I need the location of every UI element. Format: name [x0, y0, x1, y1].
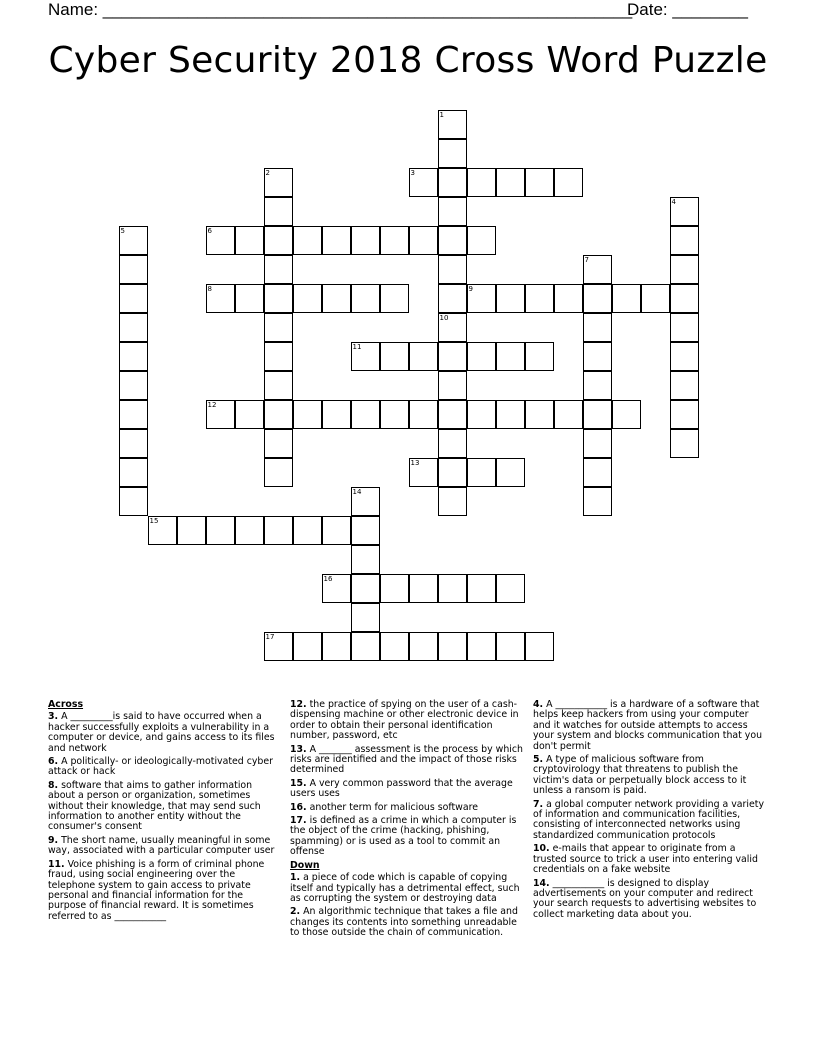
clue-number: 2	[265, 168, 270, 177]
grid-cell[interactable]	[670, 371, 699, 400]
grid-cell[interactable]	[525, 168, 554, 197]
clue-number: 5	[120, 226, 125, 235]
grid-cell[interactable]	[438, 139, 467, 168]
grid-cell[interactable]	[583, 458, 612, 487]
clue-across-8: 8. software that aims to gather information about a person or organization, sometimes without their knowledge, that may send such information to another entity without the consumer's consent	[48, 779, 261, 833]
clue-across-9: 9. The short name, usually meaningful in some way, associated with a particular computer user	[48, 834, 275, 857]
grid-cell[interactable]	[467, 574, 496, 603]
grid-cell[interactable]	[670, 342, 699, 371]
grid-cell[interactable]	[438, 110, 467, 139]
page-title: Cyber Security 2018 Cross Word Puzzle	[48, 40, 768, 81]
clue-number: 15	[149, 516, 159, 525]
grid-cell[interactable]	[351, 226, 380, 255]
grid-cell[interactable]	[467, 632, 496, 661]
grid-cell[interactable]	[235, 226, 264, 255]
grid-cell[interactable]	[554, 284, 583, 313]
clue-number: 8	[207, 284, 212, 293]
grid-cell[interactable]	[438, 197, 467, 226]
grid-cell[interactable]	[496, 574, 525, 603]
grid-cell[interactable]	[438, 342, 467, 371]
grid-cell[interactable]	[264, 342, 293, 371]
grid-cell[interactable]	[293, 400, 322, 429]
grid-cell[interactable]	[293, 226, 322, 255]
grid-cell[interactable]	[119, 371, 148, 400]
clue-number: 4	[671, 197, 676, 206]
across-heading: Across	[48, 699, 84, 710]
grid-cell[interactable]	[351, 632, 380, 661]
grid-cell[interactable]	[119, 255, 148, 284]
clue-down-5: 5. A type of malicious software from cryptovirology that threatens to publish the victim's data or perpetually block access to it unless a ransom is paid.	[533, 754, 747, 797]
clue-across-11: 11. Voice phishing is a form of criminal phone fraud, using social engineering over the telephone system to gain access to private personal and financial information for the purpose of financial reward. It is sometimes referred to as ___________	[48, 858, 265, 922]
grid-cell[interactable]	[206, 400, 235, 429]
clue-down-1: 1. a piece of code which is capable of copying itself and typically has a detrimental effect, such as corrupting the system or destroying data	[290, 872, 520, 904]
grid-cell[interactable]	[641, 284, 670, 313]
grid-cell[interactable]	[409, 342, 438, 371]
clue-down-7: 7. a global computer network providing a variety of information and communication facilities, consisting of interconnected networks using standardized communication protocols	[533, 798, 765, 841]
grid-cell[interactable]	[293, 632, 322, 661]
grid-cell[interactable]	[670, 313, 699, 342]
grid-cell[interactable]	[670, 226, 699, 255]
grid-cell[interactable]	[119, 429, 148, 458]
clues-column-3	[533, 700, 769, 923]
clue-down-10: 10. e-mails that appear to originate from a trusted source to trick a user into entering valid credentials on a fake website	[533, 843, 758, 876]
grid-cell[interactable]	[322, 516, 351, 545]
grid-cell[interactable]	[670, 255, 699, 284]
name-field[interactable]: Name: ________________________________________________________	[48, 0, 633, 19]
grid-cell[interactable]	[496, 168, 525, 197]
clue-number: 14	[352, 487, 362, 496]
grid-cell[interactable]	[496, 342, 525, 371]
grid-cell[interactable]	[380, 400, 409, 429]
grid-cell[interactable]	[264, 255, 293, 284]
grid-cell[interactable]	[438, 255, 467, 284]
grid-cell[interactable]	[264, 632, 293, 661]
clue-across-16: 16. another term for malicious software	[290, 801, 478, 813]
grid-cell[interactable]	[235, 400, 264, 429]
grid-cell[interactable]	[496, 458, 525, 487]
grid-cell[interactable]	[612, 284, 641, 313]
grid-cell[interactable]	[583, 313, 612, 342]
clue-number: 6	[207, 226, 212, 235]
grid-cell[interactable]	[438, 458, 467, 487]
grid-cell[interactable]	[177, 516, 206, 545]
grid-cell[interactable]	[119, 400, 148, 429]
grid-cell[interactable]	[119, 226, 148, 255]
grid-cell[interactable]	[119, 284, 148, 313]
grid-cell[interactable]	[583, 429, 612, 458]
grid-cell[interactable]	[467, 458, 496, 487]
grid-cell[interactable]	[525, 284, 554, 313]
grid-cell[interactable]	[496, 284, 525, 313]
grid-cell[interactable]	[235, 284, 264, 313]
grid-cell[interactable]	[409, 632, 438, 661]
grid-cell[interactable]	[264, 284, 293, 313]
grid-cell[interactable]	[583, 255, 612, 284]
grid-cell[interactable]	[264, 313, 293, 342]
clue-across-15: 15. A very common password that the average users uses	[290, 777, 513, 800]
grid-cell[interactable]	[438, 574, 467, 603]
grid-cell[interactable]	[438, 632, 467, 661]
clue-down-14: 14. ___________ is designed to display advertisements on your computer and redirect your search requests to advertising websites to collect marketing data about you.	[533, 877, 757, 920]
down-heading: Down	[290, 859, 320, 871]
grid-cell[interactable]	[583, 400, 612, 429]
grid-cell[interactable]	[351, 574, 380, 603]
grid-cell[interactable]	[264, 197, 293, 226]
grid-cell[interactable]	[380, 632, 409, 661]
grid-cell[interactable]	[438, 487, 467, 516]
clue-number: 3	[410, 168, 415, 177]
grid-cell[interactable]	[583, 371, 612, 400]
grid-cell[interactable]	[583, 342, 612, 371]
grid-cell[interactable]	[322, 400, 351, 429]
grid-cell[interactable]	[380, 226, 409, 255]
grid-cell[interactable]	[438, 226, 467, 255]
grid-cell[interactable]	[322, 574, 351, 603]
grid-cell[interactable]	[409, 226, 438, 255]
grid-cell[interactable]	[264, 516, 293, 545]
clues-column-2	[290, 700, 525, 942]
grid-cell[interactable]	[206, 284, 235, 313]
grid-cell[interactable]	[119, 342, 148, 371]
clue-number: 13	[410, 458, 420, 467]
grid-cell[interactable]	[293, 284, 322, 313]
grid-cell[interactable]	[467, 226, 496, 255]
grid-cell[interactable]	[293, 516, 322, 545]
clue-number: 7	[584, 255, 589, 264]
grid-cell[interactable]	[670, 197, 699, 226]
clue-across-17: 17. is defined as a crime in which a computer is the object of the crime (hacking, phishing, spamming) or is used as a tool to commit an offense	[290, 815, 517, 858]
grid-cell[interactable]	[264, 400, 293, 429]
grid-cell[interactable]	[351, 400, 380, 429]
grid-cell[interactable]	[409, 168, 438, 197]
grid-cell[interactable]	[264, 168, 293, 197]
grid-cell[interactable]	[206, 516, 235, 545]
grid-cell[interactable]	[235, 516, 264, 545]
grid-cell[interactable]	[409, 458, 438, 487]
grid-cell[interactable]	[612, 400, 641, 429]
clue-across-12: 12. the practice of spying on the user of a cash-dispensing machine or other electronic device in order to obtain their personal identification number, password, etc	[290, 699, 519, 742]
clue-down-4: 4. A ___________ is a hardware of a software that helps keep hackers from using your computer and it watches for outside attempts to access your system and blocks communication that you don't permit	[533, 699, 763, 752]
grid-cell[interactable]	[438, 429, 467, 458]
clue-number: 16	[323, 574, 333, 583]
grid-cell[interactable]	[264, 429, 293, 458]
date-field[interactable]: Date: ________	[627, 0, 748, 19]
clue-number: 11	[352, 342, 362, 351]
grid-cell[interactable]	[438, 371, 467, 400]
grid-cell[interactable]	[380, 574, 409, 603]
grid-cell[interactable]	[264, 226, 293, 255]
grid-cell[interactable]	[670, 284, 699, 313]
grid-cell[interactable]	[554, 400, 583, 429]
grid-cell[interactable]	[583, 284, 612, 313]
clue-across-6: 6. A politically- or ideologically-motivated cyber attack or hack	[48, 756, 273, 778]
grid-cell[interactable]	[119, 313, 148, 342]
grid-cell[interactable]	[438, 313, 467, 342]
clue-number: 12	[207, 400, 217, 409]
grid-cell[interactable]	[351, 603, 380, 632]
grid-cell[interactable]	[148, 516, 177, 545]
grid-cell[interactable]	[351, 487, 380, 516]
clue-across-13: 13. A _______ assessment is the process by which risks are identified and the impact of those risks determined	[290, 743, 523, 776]
grid-cell[interactable]	[119, 487, 148, 516]
grid-cell[interactable]	[409, 400, 438, 429]
clue-across-3: 3. A _________is said to have occurred when a hacker successfully exploits a vulnerability in a computer or device, and gains access to its files and network	[48, 711, 275, 754]
grid-cell[interactable]	[351, 545, 380, 574]
grid-cell[interactable]	[467, 284, 496, 313]
grid-cell[interactable]	[467, 400, 496, 429]
grid-cell[interactable]	[467, 168, 496, 197]
grid-cell[interactable]	[554, 168, 583, 197]
clues-column-1	[48, 700, 280, 925]
grid-cell[interactable]	[525, 342, 554, 371]
clue-number: 9	[468, 284, 473, 293]
grid-cell[interactable]	[322, 632, 351, 661]
grid-cell[interactable]	[525, 400, 554, 429]
grid-cell[interactable]	[438, 400, 467, 429]
grid-cell[interactable]	[380, 284, 409, 313]
grid-cell[interactable]	[322, 226, 351, 255]
clue-down-2: 2. An algorithmic technique that takes a file and changes its contents into something unreadable to those outside the chain of communication.	[290, 906, 518, 939]
grid-cell[interactable]	[467, 342, 496, 371]
grid-cell[interactable]	[264, 458, 293, 487]
grid-cell[interactable]	[438, 284, 467, 313]
grid-cell[interactable]	[119, 458, 148, 487]
grid-cell[interactable]	[583, 487, 612, 516]
grid-cell[interactable]	[670, 400, 699, 429]
grid-cell[interactable]	[670, 429, 699, 458]
grid-cell[interactable]	[351, 516, 380, 545]
clue-number: 17	[265, 632, 275, 641]
grid-cell[interactable]	[351, 342, 380, 371]
grid-cell[interactable]	[496, 400, 525, 429]
grid-cell[interactable]	[380, 342, 409, 371]
grid-cell[interactable]	[206, 226, 235, 255]
grid-cell[interactable]	[438, 168, 467, 197]
grid-cell[interactable]	[409, 574, 438, 603]
clue-number: 10	[439, 313, 449, 322]
grid-cell[interactable]	[264, 371, 293, 400]
grid-cell[interactable]	[351, 284, 380, 313]
grid-cell[interactable]	[525, 632, 554, 661]
grid-cell[interactable]	[496, 632, 525, 661]
clue-number: 1	[439, 110, 444, 119]
grid-cell[interactable]	[322, 284, 351, 313]
